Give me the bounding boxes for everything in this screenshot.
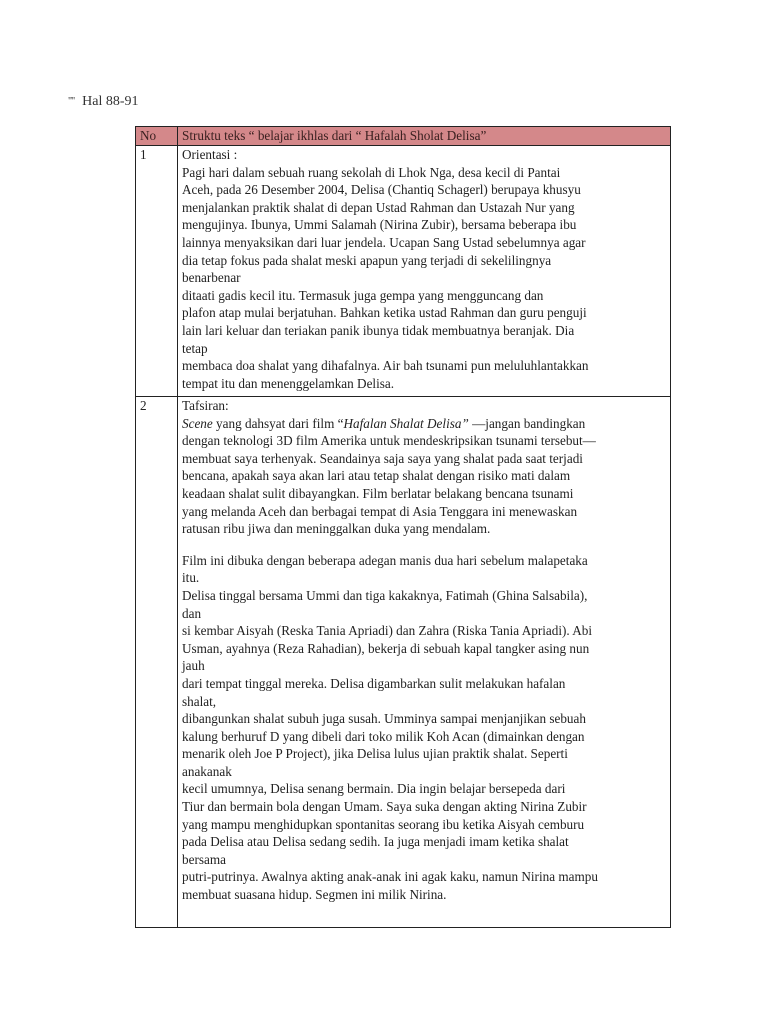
page-reference-text: Hal 88-91: [82, 94, 139, 109]
row-content: [178, 397, 671, 928]
page-reference: [68, 93, 139, 111]
orientasi-text: Pagi hari dalam sebuah ruang sekolah di Lhok Nga, desa kecil di Pantai Aceh, pada 26 Desember 2004, Delisa (Chantiq Schagerl) berupaya khusyu menjalankan praktik shalat di depan Ustad Rahman dan Ustazah Nur yang mengujinya. Ibunya, Ummi Salamah (Nirina Zubir), bersama beberapa ibu lainnya menyaksikan dari luar jendela. Ucapan Sang Ustad sebelumnya agar dia tetap fokus pada shalat meski apapun yang terjadi di sekelilingnya benarbenar ditaati gadis kecil itu. Termasuk juga gempa yang mengguncang dan plafon atap mulai berjatuhan. Bahkan ketika ustad Rahman dan guru penguji lain lari keluar dan teriakan panik ibunya tidak membuatnya beranjak. Dia tetap membaca doa shalat yang dihafalnya. Air bah tsunami pun meluluhlantakkan tempat itu dan menenggelamkan Delisa.: [182, 164, 589, 391]
paragraph-gap: [182, 538, 666, 552]
table-row: [136, 146, 671, 397]
row-number: 2: [136, 397, 178, 928]
row-content: [178, 146, 671, 397]
table-row: [136, 397, 671, 928]
quote-marker: "": [68, 96, 75, 107]
header-structure: Struktu teks “ belajar ikhlas dari “ Hafalah Sholat Delisa”: [178, 127, 671, 146]
structure-table: [135, 126, 671, 928]
tafsiran-paragraph-1: [182, 416, 596, 537]
table-header-row: [136, 127, 671, 146]
tafsiran-paragraph-2: Film ini dibuka dengan beberapa adegan manis dua hari sebelum malapetaka itu. Delisa tinggal bersama Ummi dan tiga kakaknya, Fatimah (Ghina Salsabila), dan si kembar Aisyah (Reska Tania Apriadi) dan Zahra (Riska Tania Apriadi). Abi Usman, ayahnya (Reza Rahadian), bekerja di sebuah kapal tangker asing nun jauh dari tempat tinggal mereka. Delisa digambarkan sulit melakukan hafalan shalat, dibangunkan shalat subuh juga susah. Umminya sampai menjanjikan sebuah kalung berhuruf D yang dibeli dari toko milik Koh Acan (dimainkan dengan menarik oleh Joe P Project), jika Delisa lulus ujian praktik shalat. Seperti anakanak kecil umumnya, Delisa senang bermain. Dia ingin belajar bersepeda dari Tiur dan bermain bola dengan Umam. Saya suka dengan akting Nirina Zubir yang mampu menghidupkan spontanitas seorang ibu ketika Aisyah cemburu pada Delisa atau Delisa sedang sedih. Ia juga menjadi imam ketika shalat bersama putri-putrinya. Awalnya akting anak-anak ini agak kaku, namun Nirina mampu membuat suasana hidup. Segmen ini milik Nirina.: [182, 552, 598, 903]
section-heading-tafsiran: Tafsiran:: [182, 398, 229, 413]
section-heading-orientasi: Orientasi :: [182, 147, 238, 162]
header-no: No: [136, 127, 178, 146]
tafsiran-p1-part-b: —jangan bandingkan dengan teknologi 3D film Amerika untuk mendeskripsikan tsunami tersebut— membuat saya terhenyak. Seandainya saja saya yang shalat pada saat terjadi bencana, apakah saya akan lari atau tetap shalat dengan risiko mati dalam keadaan shalat sulit dibayangkan. Film berlatar belakang bencana tsunami yang melanda Aceh dan berbagai tempat di Asia Tenggara ini menewaskan ratusan ribu jiwa dan meninggalkan duka yang mendalam.: [182, 415, 596, 537]
scene-word: Scene: [182, 415, 213, 431]
tafsiran-p1-part-a: yang dahsyat dari film “: [212, 415, 344, 431]
row-number: 1: [136, 146, 178, 397]
film-title: Hafalan Shalat Delisa”: [343, 415, 469, 431]
